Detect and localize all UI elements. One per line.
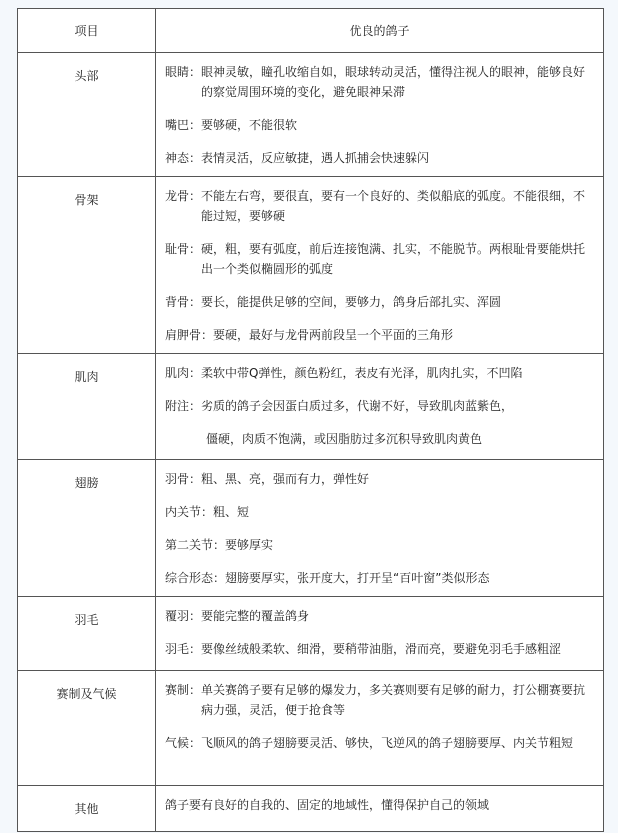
detail-item: [165, 568, 593, 588]
table-row: [18, 597, 604, 671]
detail-label: 覆羽：: [165, 609, 202, 623]
detail-cell: [156, 597, 604, 671]
detail-item: [165, 239, 593, 279]
detail-text: 粗、黑、亮，强而有力，弹性好: [201, 472, 370, 486]
detail-text: 要够厚实: [225, 538, 274, 552]
detail-label: 肩胛骨：: [165, 328, 214, 342]
detail-item: [165, 396, 593, 416]
detail-text: 要能完整的覆盖鸽身: [201, 609, 310, 623]
detail-label: 肌肉：: [165, 366, 202, 380]
detail-cell: [156, 354, 604, 460]
detail-text: 单关赛鸽子要有足够的爆发力，多关赛则要有足够的耐力，打公棚赛要抗病力强，灵活，便于抢食等: [201, 683, 586, 717]
detail-item: [165, 795, 593, 815]
detail-item: [165, 186, 593, 226]
category-label: 翅膀: [74, 476, 99, 490]
detail-label: 综合形态：: [165, 571, 226, 585]
detail-item: [165, 148, 593, 168]
category-label: 其他: [74, 802, 99, 816]
detail-cell: [156, 671, 604, 786]
category-cell: [18, 597, 156, 671]
detail-text: 硬，粗，要有弧度，前后连接饱满、扎实，不能脱节。两根耻骨要能烘托出一个类似椭圆形的弧度: [201, 242, 586, 276]
header-good-pigeon: 优良的鸽子: [156, 9, 604, 53]
detail-label: 气候：: [165, 736, 202, 750]
table-row: [18, 786, 604, 832]
detail-continuation: 僵硬，肉质不饱满，或因脂肪过多沉积导致肌肉黄色: [206, 432, 483, 446]
detail-text: 劣质的鸽子会因蛋白质过多，代谢不好，导致肌肉蓝紫色，: [201, 399, 514, 413]
detail-label: 背骨：: [165, 295, 202, 309]
detail-item: [165, 469, 593, 489]
category-label: 骨架: [74, 193, 99, 207]
table-body: [18, 53, 604, 832]
table-row: [18, 460, 604, 597]
detail-label: 耻骨：: [165, 242, 202, 256]
detail-cell: [156, 177, 604, 354]
detail-text: 要长，能提供足够的空间，要够力，鸽身后部扎实、浑圆: [201, 295, 502, 309]
detail-label: 附注：: [165, 399, 202, 413]
category-cell: [18, 53, 156, 177]
detail-text: 要够硬，不能很软: [201, 118, 298, 132]
category-cell: [18, 671, 156, 786]
detail-text: 粗、短: [213, 505, 250, 519]
detail-item: [165, 733, 593, 753]
detail-text: 飞顺风的鸽子翅膀要灵活、够快，飞逆风的鸽子翅膀要厚、内关节粗短: [201, 736, 574, 750]
detail-text: 鸽子要有良好的自我的、固定的地域性，懂得保护自己的领域: [165, 798, 490, 812]
detail-label: 内关节：: [165, 505, 214, 519]
detail-item: [165, 535, 593, 555]
detail-text: 柔软中带Q弹性，颜色粉红，表皮有光泽，肌肉扎实，不凹陷: [201, 366, 523, 380]
category-label: 赛制及气候: [56, 687, 117, 701]
detail-text: 要像丝绒般柔软、细滑，要稍带油脂，滑而亮，要避免羽毛手感粗涩: [201, 642, 562, 656]
table-row: [18, 671, 604, 786]
detail-item: [165, 115, 593, 135]
detail-item: [165, 292, 593, 312]
detail-text: 表情灵活，反应敏捷，遇人抓捕会快速躲闪: [201, 151, 430, 165]
detail-item: [165, 639, 593, 659]
category-label: 羽毛: [74, 613, 99, 627]
category-cell: [18, 460, 156, 597]
detail-label: 嘴巴：: [165, 118, 202, 132]
detail-text: 不能左右弯，要很直，要有一个良好的、类似船底的弧度。不能很细，不能过短，要够硬: [201, 189, 586, 223]
detail-label: 赛制：: [165, 683, 202, 697]
detail-cell: [156, 53, 604, 177]
detail-label: 龙骨：: [165, 189, 202, 203]
detail-cell: [156, 460, 604, 597]
detail-item: [165, 363, 593, 383]
header-item: 项目: [18, 9, 156, 53]
detail-item: [165, 680, 593, 720]
pigeon-quality-table: [17, 8, 604, 832]
category-cell: [18, 786, 156, 832]
category-label: 肌肉: [74, 370, 99, 384]
table-row: [18, 53, 604, 177]
table-header-row: [18, 9, 604, 53]
table-row: [18, 354, 604, 460]
detail-item: [165, 62, 593, 102]
detail-text: 翅膀要厚实，张开度大，打开呈“百叶窗”类似形态: [225, 571, 490, 585]
category-cell: [18, 354, 156, 460]
detail-label: 羽毛：: [165, 642, 202, 656]
detail-item: [165, 325, 593, 345]
detail-label: 第二关节：: [165, 538, 226, 552]
detail-item: [165, 502, 593, 522]
detail-cell: [156, 786, 604, 832]
detail-label: 眼睛：: [165, 65, 202, 79]
category-cell: [18, 177, 156, 354]
detail-text: 要硬，最好与龙骨两前段呈一个平面的三角形: [213, 328, 454, 342]
detail-label: 羽骨：: [165, 472, 202, 486]
category-label: 头部: [74, 69, 99, 83]
detail-text: 眼神灵敏，瞳孔收缩自如，眼球转动灵活，懂得注视人的眼神，能够良好的察觉周围环境的变化，避免眼神呆滞: [201, 65, 586, 99]
table-row: [18, 177, 604, 354]
detail-item: [165, 606, 593, 626]
detail-label: 神态：: [165, 151, 202, 165]
